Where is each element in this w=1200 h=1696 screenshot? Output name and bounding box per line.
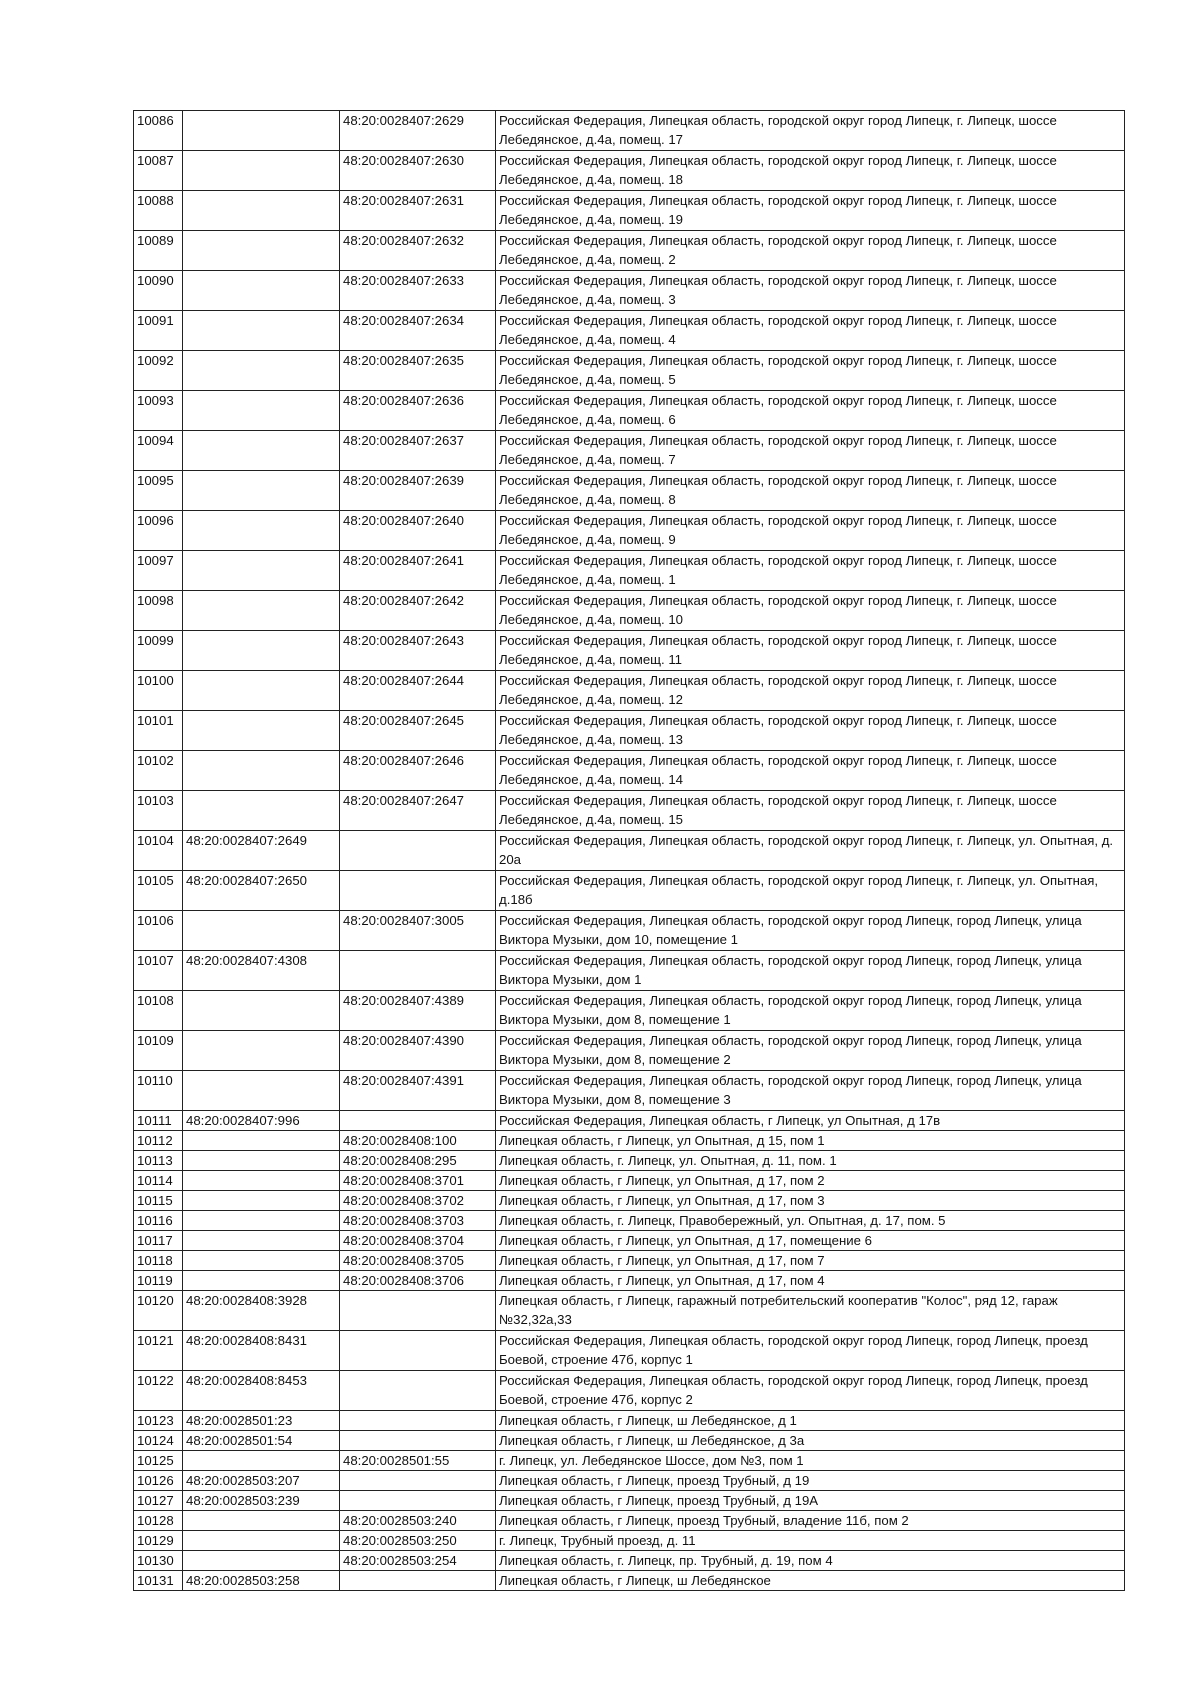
row-number-cell: 10119 xyxy=(134,1271,183,1291)
table-row xyxy=(134,1191,1125,1211)
address-cell: Липецкая область, г Липецк, ш Лебедянское, д 1 xyxy=(496,1411,1125,1431)
cadastral-number-cell xyxy=(183,431,340,471)
row-number-cell: 10118 xyxy=(134,1251,183,1271)
cadastral-number-cell xyxy=(183,471,340,511)
cadastral-number-cell: 48:20:0028408:8431 xyxy=(183,1331,340,1371)
row-number-cell: 10107 xyxy=(134,951,183,991)
cadastral-number-cell: 48:20:0028501:54 xyxy=(183,1431,340,1451)
premises-cadastral-number-cell: 48:20:0028407:2637 xyxy=(340,431,496,471)
records-table xyxy=(133,110,1125,1591)
table-row xyxy=(134,1331,1125,1371)
row-number-cell: 10090 xyxy=(134,271,183,311)
row-number-cell: 10088 xyxy=(134,191,183,231)
address-cell: Российская Федерация, Липецкая область, городской округ город Липецк, г. Липецк, шоссе Лебедянское, д.4а, помещ. 13 xyxy=(496,711,1125,751)
cadastral-number-cell xyxy=(183,1191,340,1211)
premises-cadastral-number-cell: 48:20:0028408:295 xyxy=(340,1151,496,1171)
address-cell: Российская Федерация, Липецкая область, городской округ город Липецк, г. Липецк, шоссе Лебедянское, д.4а, помещ. 11 xyxy=(496,631,1125,671)
table-row xyxy=(134,391,1125,431)
address-cell: Российская Федерация, Липецкая область, городской округ город Липецк, г. Липецк, шоссе Лебедянское, д.4а, помещ. 15 xyxy=(496,791,1125,831)
cadastral-number-cell xyxy=(183,1551,340,1571)
address-cell: Липецкая область, г. Липецк, пр. Трубный, д. 19, пом 4 xyxy=(496,1551,1125,1571)
address-cell: Липецкая область, г Липецк, ул Опытная, д 17, помещение 6 xyxy=(496,1231,1125,1251)
row-number-cell: 10092 xyxy=(134,351,183,391)
address-cell: Российская Федерация, Липецкая область, городской округ город Липецк, г. Липецк, шоссе Лебедянское, д.4а, помещ. 7 xyxy=(496,431,1125,471)
premises-cadastral-number-cell: 48:20:0028407:4391 xyxy=(340,1071,496,1111)
address-cell: Липецкая область, г Липецк, проезд Трубный, владение 11б, пом 2 xyxy=(496,1511,1125,1531)
table-row xyxy=(134,471,1125,511)
row-number-cell: 10127 xyxy=(134,1491,183,1511)
address-cell: Российская Федерация, Липецкая область, городской округ город Липецк, г. Липецк, шоссе Лебедянское, д.4а, помещ. 9 xyxy=(496,511,1125,551)
cadastral-number-cell xyxy=(183,391,340,431)
cadastral-number-cell: 48:20:0028503:239 xyxy=(183,1491,340,1511)
premises-cadastral-number-cell: 48:20:0028407:2642 xyxy=(340,591,496,631)
row-number-cell: 10117 xyxy=(134,1231,183,1251)
cadastral-number-cell xyxy=(183,1231,340,1251)
address-cell: Российская Федерация, Липецкая область, городской округ город Липецк, г. Липецк, шоссе Лебедянское, д.4а, помещ. 18 xyxy=(496,151,1125,191)
table-row xyxy=(134,831,1125,871)
cadastral-number-cell: 48:20:0028407:996 xyxy=(183,1111,340,1131)
premises-cadastral-number-cell: 48:20:0028407:4389 xyxy=(340,991,496,1031)
cadastral-number-cell xyxy=(183,1531,340,1551)
records-table-body xyxy=(134,111,1125,1591)
row-number-cell: 10093 xyxy=(134,391,183,431)
table-row xyxy=(134,191,1125,231)
address-cell: Липецкая область, г Липецк, проезд Трубный, д 19А xyxy=(496,1491,1125,1511)
row-number-cell: 10124 xyxy=(134,1431,183,1451)
row-number-cell: 10098 xyxy=(134,591,183,631)
cadastral-number-cell xyxy=(183,551,340,591)
cadastral-number-cell: 48:20:0028407:4308 xyxy=(183,951,340,991)
address-cell: Российская Федерация, Липецкая область, городской округ город Липецк, г. Липецк, ул. Опытная, д.18б xyxy=(496,871,1125,911)
premises-cadastral-number-cell: 48:20:0028407:2634 xyxy=(340,311,496,351)
row-number-cell: 10114 xyxy=(134,1171,183,1191)
table-row xyxy=(134,1471,1125,1491)
table-row xyxy=(134,871,1125,911)
cadastral-number-cell xyxy=(183,1451,340,1471)
address-cell: Российская Федерация, Липецкая область, городской округ город Липецк, город Липецк, проезд Боевой, строение 47б, корпус 2 xyxy=(496,1371,1125,1411)
cadastral-number-cell xyxy=(183,1211,340,1231)
address-cell: Липецкая область, г. Липецк, ул. Опытная, д. 11, пом. 1 xyxy=(496,1151,1125,1171)
table-row xyxy=(134,711,1125,751)
cadastral-number-cell xyxy=(183,751,340,791)
premises-cadastral-number-cell: 48:20:0028407:4390 xyxy=(340,1031,496,1071)
premises-cadastral-number-cell: 48:20:0028407:2647 xyxy=(340,791,496,831)
address-cell: Российская Федерация, Липецкая область, городской округ город Липецк, г. Липецк, шоссе Лебедянское, д.4а, помещ. 1 xyxy=(496,551,1125,591)
cadastral-number-cell xyxy=(183,1131,340,1151)
address-cell: Российская Федерация, Липецкая область, городской округ город Липецк, город Липецк, улица Виктора Музыки, дом 8, помещение 3 xyxy=(496,1071,1125,1111)
table-row xyxy=(134,1131,1125,1151)
premises-cadastral-number-cell: 48:20:0028503:254 xyxy=(340,1551,496,1571)
row-number-cell: 10116 xyxy=(134,1211,183,1231)
cadastral-number-cell: 48:20:0028408:8453 xyxy=(183,1371,340,1411)
table-row xyxy=(134,1071,1125,1111)
cadastral-number-cell xyxy=(183,711,340,751)
address-cell: Российская Федерация, Липецкая область, городской округ город Липецк, г. Липецк, шоссе Лебедянское, д.4а, помещ. 6 xyxy=(496,391,1125,431)
premises-cadastral-number-cell: 48:20:0028407:2640 xyxy=(340,511,496,551)
address-cell: Российская Федерация, Липецкая область, городской округ город Липецк, г. Липецк, шоссе Лебедянское, д.4а, помещ. 17 xyxy=(496,111,1125,151)
table-row xyxy=(134,1371,1125,1411)
table-row xyxy=(134,1171,1125,1191)
table-row xyxy=(134,1231,1125,1251)
table-row xyxy=(134,551,1125,591)
cadastral-number-cell xyxy=(183,1511,340,1531)
premises-cadastral-number-cell: 48:20:0028407:2635 xyxy=(340,351,496,391)
row-number-cell: 10131 xyxy=(134,1571,183,1591)
premises-cadastral-number-cell: 48:20:0028407:2631 xyxy=(340,191,496,231)
premises-cadastral-number-cell: 48:20:0028408:3702 xyxy=(340,1191,496,1211)
table-row xyxy=(134,1251,1125,1271)
premises-cadastral-number-cell: 48:20:0028407:2644 xyxy=(340,671,496,711)
premises-cadastral-number-cell xyxy=(340,1431,496,1451)
address-cell: Российская Федерация, Липецкая область, городской округ город Липецк, г. Липецк, ул. Опытная, д. 20а xyxy=(496,831,1125,871)
premises-cadastral-number-cell xyxy=(340,1491,496,1511)
table-row xyxy=(134,111,1125,151)
premises-cadastral-number-cell: 48:20:0028407:2632 xyxy=(340,231,496,271)
premises-cadastral-number-cell: 48:20:0028407:2645 xyxy=(340,711,496,751)
address-cell: Российская Федерация, Липецкая область, городской округ город Липецк, г. Липецк, шоссе Лебедянское, д.4а, помещ. 4 xyxy=(496,311,1125,351)
cadastral-number-cell xyxy=(183,111,340,151)
table-row xyxy=(134,751,1125,791)
address-cell: Липецкая область, г Липецк, ш Лебедянское, д 3а xyxy=(496,1431,1125,1451)
address-cell: Российская Федерация, Липецкая область, городской округ город Липецк, г. Липецк, шоссе Лебедянское, д.4а, помещ. 19 xyxy=(496,191,1125,231)
row-number-cell: 10125 xyxy=(134,1451,183,1471)
row-number-cell: 10094 xyxy=(134,431,183,471)
table-row xyxy=(134,1211,1125,1231)
row-number-cell: 10106 xyxy=(134,911,183,951)
row-number-cell: 10121 xyxy=(134,1331,183,1371)
table-row xyxy=(134,791,1125,831)
row-number-cell: 10109 xyxy=(134,1031,183,1071)
cadastral-number-cell xyxy=(183,1251,340,1271)
row-number-cell: 10111 xyxy=(134,1111,183,1131)
row-number-cell: 10105 xyxy=(134,871,183,911)
premises-cadastral-number-cell xyxy=(340,831,496,871)
premises-cadastral-number-cell: 48:20:0028407:3005 xyxy=(340,911,496,951)
row-number-cell: 10096 xyxy=(134,511,183,551)
address-cell: Липецкая область, г Липецк, ш Лебедянское xyxy=(496,1571,1125,1591)
cadastral-number-cell: 48:20:0028501:23 xyxy=(183,1411,340,1431)
premises-cadastral-number-cell: 48:20:0028407:2643 xyxy=(340,631,496,671)
address-cell: Российская Федерация, Липецкая область, городской округ город Липецк, г. Липецк, шоссе Лебедянское, д.4а, помещ. 3 xyxy=(496,271,1125,311)
address-cell: Российская Федерация, Липецкая область, городской округ город Липецк, город Липецк, проезд Боевой, строение 47б, корпус 1 xyxy=(496,1331,1125,1371)
cadastral-number-cell: 48:20:0028503:207 xyxy=(183,1471,340,1491)
table-row xyxy=(134,311,1125,351)
cadastral-number-cell: 48:20:0028408:3928 xyxy=(183,1291,340,1331)
premises-cadastral-number-cell xyxy=(340,1331,496,1371)
table-row xyxy=(134,1511,1125,1531)
table-row xyxy=(134,271,1125,311)
premises-cadastral-number-cell xyxy=(340,1111,496,1131)
premises-cadastral-number-cell: 48:20:0028503:250 xyxy=(340,1531,496,1551)
premises-cadastral-number-cell xyxy=(340,1291,496,1331)
premises-cadastral-number-cell xyxy=(340,951,496,991)
row-number-cell: 10099 xyxy=(134,631,183,671)
row-number-cell: 10108 xyxy=(134,991,183,1031)
table-row xyxy=(134,351,1125,391)
cadastral-number-cell xyxy=(183,311,340,351)
premises-cadastral-number-cell: 48:20:0028407:2633 xyxy=(340,271,496,311)
cadastral-number-cell xyxy=(183,351,340,391)
row-number-cell: 10086 xyxy=(134,111,183,151)
cadastral-number-cell xyxy=(183,511,340,551)
address-cell: Российская Федерация, Липецкая область, городской округ город Липецк, г. Липецк, шоссе Лебедянское, д.4а, помещ. 12 xyxy=(496,671,1125,711)
cadastral-number-cell xyxy=(183,591,340,631)
premises-cadastral-number-cell: 48:20:0028407:2630 xyxy=(340,151,496,191)
cadastral-number-cell: 48:20:0028503:258 xyxy=(183,1571,340,1591)
address-cell: Российская Федерация, Липецкая область, городской округ город Липецк, г. Липецк, шоссе Лебедянское, д.4а, помещ. 2 xyxy=(496,231,1125,271)
address-cell: Липецкая область, г Липецк, ул Опытная, д 17, пом 2 xyxy=(496,1171,1125,1191)
premises-cadastral-number-cell: 48:20:0028407:2639 xyxy=(340,471,496,511)
table-row xyxy=(134,1271,1125,1291)
row-number-cell: 10129 xyxy=(134,1531,183,1551)
premises-cadastral-number-cell xyxy=(340,871,496,911)
cadastral-number-cell: 48:20:0028407:2649 xyxy=(183,831,340,871)
table-row xyxy=(134,1571,1125,1591)
row-number-cell: 10103 xyxy=(134,791,183,831)
table-row xyxy=(134,1451,1125,1471)
address-cell: Липецкая область, г Липецк, гаражный потребительский кооператив "Колос", ряд 12, гараж №32,32а,33 xyxy=(496,1291,1125,1331)
address-cell: Российская Федерация, Липецкая область, городской округ город Липецк, город Липецк, улица Виктора Музыки, дом 8, помещение 2 xyxy=(496,1031,1125,1071)
table-row xyxy=(134,231,1125,271)
table-row xyxy=(134,511,1125,551)
table-row xyxy=(134,151,1125,191)
cadastral-number-cell xyxy=(183,271,340,311)
premises-cadastral-number-cell: 48:20:0028408:3705 xyxy=(340,1251,496,1271)
address-cell: Российская Федерация, Липецкая область, городской округ город Липецк, г. Липецк, шоссе Лебедянское, д.4а, помещ. 10 xyxy=(496,591,1125,631)
address-cell: Липецкая область, г. Липецк, Правобережный, ул. Опытная, д. 17, пом. 5 xyxy=(496,1211,1125,1231)
table-row xyxy=(134,1551,1125,1571)
cadastral-number-cell xyxy=(183,1271,340,1291)
table-row xyxy=(134,991,1125,1031)
premises-cadastral-number-cell xyxy=(340,1571,496,1591)
address-cell: Российская Федерация, Липецкая область, городской округ город Липецк, г. Липецк, шоссе Лебедянское, д.4а, помещ. 8 xyxy=(496,471,1125,511)
table-row xyxy=(134,1411,1125,1431)
table-row xyxy=(134,911,1125,951)
cadastral-number-cell xyxy=(183,1151,340,1171)
premises-cadastral-number-cell xyxy=(340,1471,496,1491)
table-row xyxy=(134,431,1125,471)
row-number-cell: 10095 xyxy=(134,471,183,511)
address-cell: г. Липецк, Трубный проезд, д. 11 xyxy=(496,1531,1125,1551)
premises-cadastral-number-cell: 48:20:0028408:3706 xyxy=(340,1271,496,1291)
cadastral-number-cell xyxy=(183,1171,340,1191)
premises-cadastral-number-cell: 48:20:0028408:3701 xyxy=(340,1171,496,1191)
row-number-cell: 10100 xyxy=(134,671,183,711)
premises-cadastral-number-cell: 48:20:0028501:55 xyxy=(340,1451,496,1471)
table-row xyxy=(134,631,1125,671)
row-number-cell: 10110 xyxy=(134,1071,183,1111)
cadastral-number-cell xyxy=(183,231,340,271)
cadastral-number-cell xyxy=(183,1031,340,1071)
address-cell: Российская Федерация, Липецкая область, городской округ город Липецк, город Липецк, улица Виктора Музыки, дом 1 xyxy=(496,951,1125,991)
row-number-cell: 10104 xyxy=(134,831,183,871)
premises-cadastral-number-cell: 48:20:0028408:100 xyxy=(340,1131,496,1151)
premises-cadastral-number-cell: 48:20:0028408:3704 xyxy=(340,1231,496,1251)
cadastral-number-cell xyxy=(183,191,340,231)
premises-cadastral-number-cell xyxy=(340,1411,496,1431)
address-cell: Липецкая область, г Липецк, проезд Трубный, д 19 xyxy=(496,1471,1125,1491)
row-number-cell: 10089 xyxy=(134,231,183,271)
row-number-cell: 10123 xyxy=(134,1411,183,1431)
row-number-cell: 10101 xyxy=(134,711,183,751)
row-number-cell: 10113 xyxy=(134,1151,183,1171)
cadastral-number-cell xyxy=(183,911,340,951)
table-row xyxy=(134,1431,1125,1451)
address-cell: Российская Федерация, Липецкая область, г Липецк, ул Опытная, д 17в xyxy=(496,1111,1125,1131)
address-cell: Российская Федерация, Липецкая область, городской округ город Липецк, город Липецк, улица Виктора Музыки, дом 10, помещение 1 xyxy=(496,911,1125,951)
row-number-cell: 10122 xyxy=(134,1371,183,1411)
cadastral-number-cell: 48:20:0028407:2650 xyxy=(183,871,340,911)
row-number-cell: 10087 xyxy=(134,151,183,191)
cadastral-number-cell xyxy=(183,791,340,831)
premises-cadastral-number-cell: 48:20:0028407:2646 xyxy=(340,751,496,791)
address-cell: г. Липецк, ул. Лебедянское Шоссе, дом №3, пом 1 xyxy=(496,1451,1125,1471)
address-cell: Липецкая область, г Липецк, ул Опытная, д 17, пом 7 xyxy=(496,1251,1125,1271)
row-number-cell: 10112 xyxy=(134,1131,183,1151)
premises-cadastral-number-cell: 48:20:0028503:240 xyxy=(340,1511,496,1531)
premises-cadastral-number-cell: 48:20:0028408:3703 xyxy=(340,1211,496,1231)
address-cell: Российская Федерация, Липецкая область, городской округ город Липецк, город Липецк, улица Виктора Музыки, дом 8, помещение 1 xyxy=(496,991,1125,1031)
address-cell: Липецкая область, г Липецк, ул Опытная, д 17, пом 4 xyxy=(496,1271,1125,1291)
row-number-cell: 10102 xyxy=(134,751,183,791)
row-number-cell: 10128 xyxy=(134,1511,183,1531)
cadastral-number-cell xyxy=(183,991,340,1031)
premises-cadastral-number-cell: 48:20:0028407:2629 xyxy=(340,111,496,151)
address-cell: Российская Федерация, Липецкая область, городской округ город Липецк, г. Липецк, шоссе Лебедянское, д.4а, помещ. 5 xyxy=(496,351,1125,391)
table-row xyxy=(134,591,1125,631)
row-number-cell: 10091 xyxy=(134,311,183,351)
row-number-cell: 10097 xyxy=(134,551,183,591)
table-row xyxy=(134,951,1125,991)
row-number-cell: 10126 xyxy=(134,1471,183,1491)
address-cell: Российская Федерация, Липецкая область, городской округ город Липецк, г. Липецк, шоссе Лебедянское, д.4а, помещ. 14 xyxy=(496,751,1125,791)
premises-cadastral-number-cell: 48:20:0028407:2636 xyxy=(340,391,496,431)
table-row xyxy=(134,1291,1125,1331)
row-number-cell: 10120 xyxy=(134,1291,183,1331)
table-row xyxy=(134,1531,1125,1551)
address-cell: Липецкая область, г Липецк, ул Опытная, д 15, пом 1 xyxy=(496,1131,1125,1151)
table-row xyxy=(134,1151,1125,1171)
row-number-cell: 10130 xyxy=(134,1551,183,1571)
cadastral-number-cell xyxy=(183,671,340,711)
cadastral-number-cell xyxy=(183,631,340,671)
cadastral-number-cell xyxy=(183,151,340,191)
table-row xyxy=(134,671,1125,711)
row-number-cell: 10115 xyxy=(134,1191,183,1211)
address-cell: Липецкая область, г Липецк, ул Опытная, д 17, пом 3 xyxy=(496,1191,1125,1211)
premises-cadastral-number-cell xyxy=(340,1371,496,1411)
cadastral-number-cell xyxy=(183,1071,340,1111)
table-row xyxy=(134,1111,1125,1131)
table-row xyxy=(134,1491,1125,1511)
table-row xyxy=(134,1031,1125,1071)
premises-cadastral-number-cell: 48:20:0028407:2641 xyxy=(340,551,496,591)
